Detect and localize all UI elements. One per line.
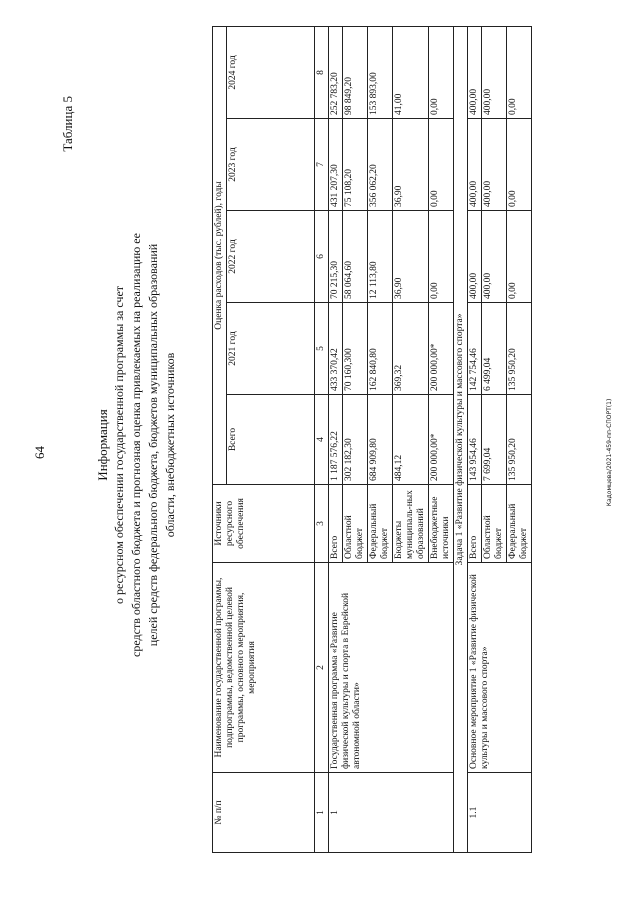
title-line-3: средств областного бюджета и прогнозная оценка привлекаемых на реализацию ее (129, 233, 143, 657)
source-cell: Всего (468, 485, 482, 563)
value-cell: 400,00 (468, 26, 482, 118)
title-line-2: о ресурсном обеспечении государственной программы за счет (112, 285, 126, 605)
value-cell: 302 182,30 (343, 395, 368, 485)
col-index: 5 (315, 303, 329, 395)
header-total: Всего (227, 395, 315, 485)
program-name: Государственная программа «Развитие физической культуры и спорта в Еврейской автономной области» (329, 563, 454, 773)
col-index: 1 (315, 773, 329, 853)
value-cell: 70 160,300 (343, 303, 368, 395)
value-cell: 0,00 (507, 26, 532, 118)
header-estimate: Оценка расходов (тыс. рублей), годы (213, 26, 227, 484)
source-cell: Федеральный бюджет (368, 485, 393, 563)
task-title: Задача 1 «Развитие физической культуры и массового спорта» (454, 26, 468, 852)
header-row (213, 26, 227, 852)
table-row (468, 26, 482, 852)
source-cell: Бюджеты муниципаль-ных образований (393, 485, 429, 563)
col-index: 6 (315, 211, 329, 303)
value-cell: 36,90 (393, 119, 429, 211)
source-cell: Внебюджетные источники (429, 485, 454, 563)
source-cell: Всего (329, 485, 343, 563)
col-index: 2 (315, 563, 329, 773)
activity-name: Основное мероприятие 1 «Развитие физической культуры и массового спорта» (468, 563, 532, 773)
value-cell: 433 370,42 (329, 303, 343, 395)
value-cell: 162 840,80 (368, 303, 393, 395)
value-cell: 75 108,20 (343, 119, 368, 211)
program-number: 1 (329, 773, 454, 853)
value-cell: 400,00 (468, 119, 482, 211)
header-2024: 2024 год (227, 26, 315, 118)
header-2021: 2021 год (227, 303, 315, 395)
value-cell: 252 783,20 (329, 26, 343, 118)
value-cell: 400,00 (482, 26, 507, 118)
source-cell: Областной бюджет (482, 485, 507, 563)
value-cell: 41,00 (393, 26, 429, 118)
title-line-1: Информация (95, 409, 110, 481)
col-index: 4 (315, 395, 329, 485)
document-code: Кадомцева/2021-459-пп-СПОРТ(1) (606, 398, 613, 507)
value-cell: 98 849,20 (343, 26, 368, 118)
value-cell: 0,00 (507, 119, 532, 211)
value-cell: 0,00 (429, 26, 454, 118)
value-cell: 135 950,20 (507, 395, 532, 485)
col-index: 8 (315, 26, 329, 118)
value-cell: 6 499,04 (482, 303, 507, 395)
value-cell: 484,12 (393, 395, 429, 485)
source-cell: Федеральный бюджет (507, 485, 532, 563)
activity-number: 1.1 (468, 773, 532, 853)
value-cell: 70 215,30 (329, 211, 343, 303)
task-row (454, 26, 468, 852)
value-cell: 369,32 (393, 303, 429, 395)
header-2022: 2022 год (227, 211, 315, 303)
value-cell: 36,90 (393, 211, 429, 303)
header-no: № п/п (213, 773, 315, 853)
document-title (94, 185, 179, 705)
source-cell: Областной бюджет (343, 485, 368, 563)
value-cell: 143 954,46 (468, 395, 482, 485)
column-index-row (315, 26, 329, 852)
table-row (329, 26, 343, 852)
value-cell: 400,00 (468, 211, 482, 303)
page-number: 64 (32, 446, 47, 459)
value-cell: 12 113,80 (368, 211, 393, 303)
value-cell: 356 062,20 (368, 119, 393, 211)
value-cell: 142 754,46 (468, 303, 482, 395)
header-source: Источники ресурсного обеспечения (213, 485, 315, 563)
value-cell: 135 950,20 (507, 303, 532, 395)
value-cell: 0,00 (429, 119, 454, 211)
title-line-4: целей средств федерального бюджета, бюджетов муниципальных образований (146, 243, 160, 647)
header-name: Наименование государственной программы, подпрограммы, ведомственной целевой программы, основного мероприятия, мероприятия (213, 563, 315, 773)
value-cell: 153 893,00 (368, 26, 393, 118)
value-cell: 400,00 (482, 119, 507, 211)
col-index: 7 (315, 119, 329, 211)
value-cell: 431 207,30 (329, 119, 343, 211)
value-cell: 0,00 (429, 211, 454, 303)
value-cell: 400,00 (482, 211, 507, 303)
col-index: 3 (315, 485, 329, 563)
value-cell: 684 909,80 (368, 395, 393, 485)
table-label: Таблица 5 (60, 96, 75, 152)
value-cell: 58 064,60 (343, 211, 368, 303)
resource-table (212, 26, 532, 853)
value-cell: 7 699,04 (482, 395, 507, 485)
value-cell: 200 000,00* (429, 303, 454, 395)
header-2023: 2023 год (227, 119, 315, 211)
title-line-5: области, внебюджетных источников (163, 352, 177, 538)
value-cell: 200 000,00* (429, 395, 454, 485)
value-cell: 0,00 (507, 211, 532, 303)
value-cell: 1 187 576,22 (329, 395, 343, 485)
